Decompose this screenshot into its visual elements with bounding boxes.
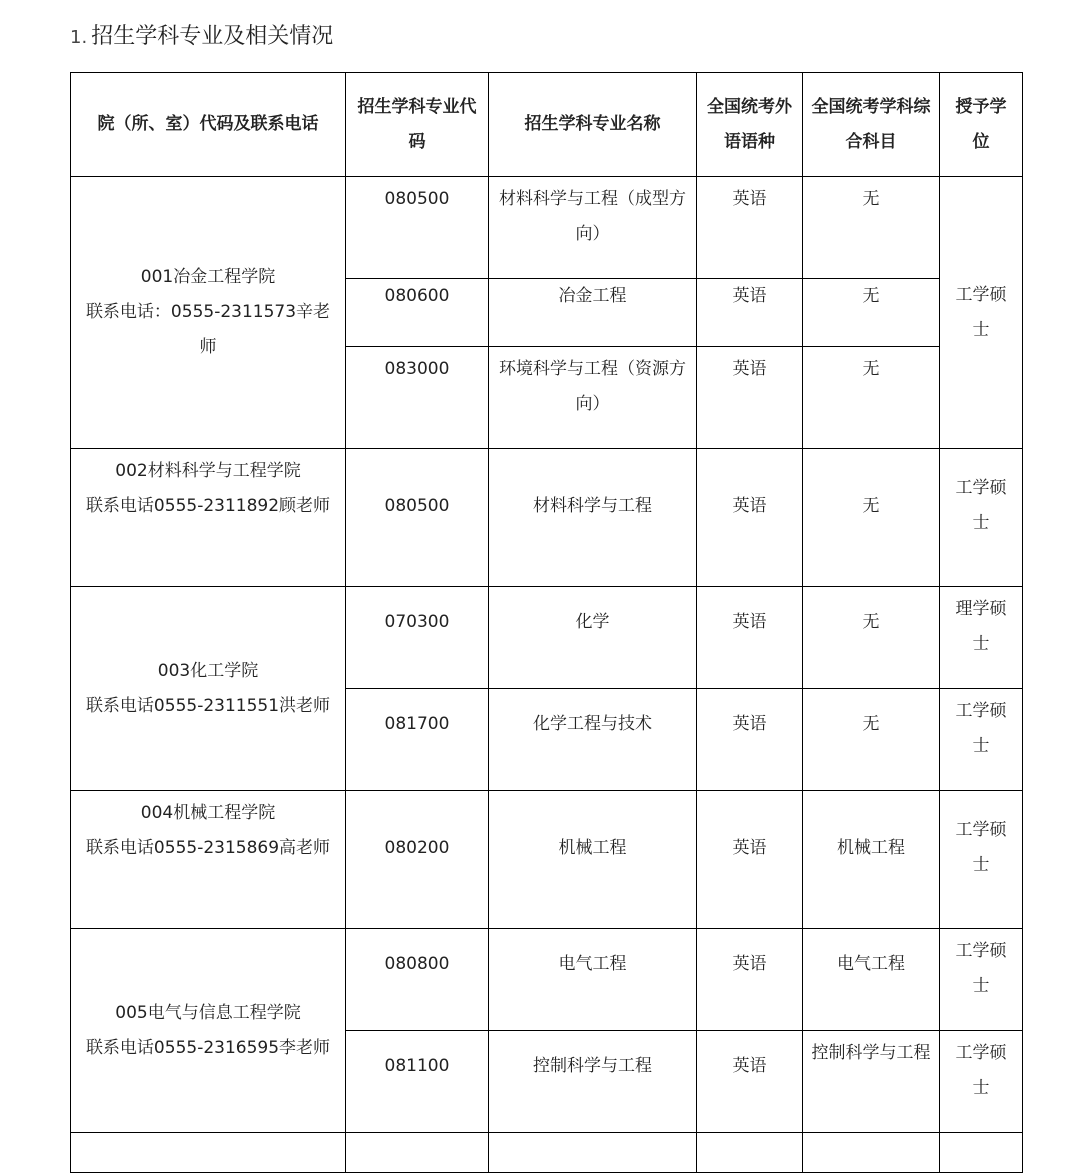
section-title: 招生学科专业及相关情况 (91, 24, 334, 49)
program-language: 英语 (697, 279, 803, 347)
program-degree: 工学硕士 (940, 791, 1023, 929)
program-subject: 无 (803, 449, 940, 587)
dept-cell (71, 929, 346, 1133)
dept-cell (71, 791, 346, 929)
program-subject: 控制科学与工程 (803, 1031, 940, 1133)
dept-contact: 联系电话0555-2311892顾老师 (85, 496, 331, 516)
program-language: 英语 (697, 1031, 803, 1133)
empty-cell (940, 1133, 1023, 1173)
dept-cell (71, 587, 346, 791)
program-name: 化学工程与技术 (489, 689, 697, 791)
dept-contact: 联系电话0555-2311551洪老师 (85, 695, 331, 716)
table-row (71, 177, 1023, 279)
program-subject: 无 (803, 587, 940, 689)
program-name: 控制科学与工程 (489, 1031, 697, 1133)
program-subject: 无 (803, 347, 940, 449)
program-degree: 工学硕士 (940, 177, 1023, 449)
program-degree: 工学硕士 (940, 689, 1023, 791)
program-subject: 电气工程 (803, 929, 940, 1031)
program-subject: 机械工程 (803, 791, 940, 929)
program-degree: 工学硕士 (940, 929, 1023, 1031)
dept-name: 001冶金工程学院 (140, 267, 276, 287)
program-subject: 无 (803, 279, 940, 347)
section-heading (70, 20, 333, 55)
program-code: 080800 (346, 929, 489, 1031)
program-degree: 工学硕士 (940, 449, 1023, 587)
program-code: 080600 (346, 279, 489, 347)
header-language: 全国统考外语语种 (697, 73, 803, 177)
program-code: 081700 (346, 689, 489, 791)
program-language: 英语 (697, 791, 803, 929)
header-subject: 全国统考学科综合科目 (803, 73, 940, 177)
program-subject: 无 (803, 177, 940, 279)
header-dept: 院（所、室）代码及联系电话 (71, 73, 346, 177)
program-code: 081100 (346, 1031, 489, 1133)
dept-contact: 联系电话：0555-2311573辛老师 (85, 302, 331, 357)
dept-name: 003化工学院 (157, 660, 259, 681)
program-language: 英语 (697, 177, 803, 279)
program-name: 机械工程 (489, 791, 697, 929)
table-row (71, 791, 1023, 929)
program-name: 电气工程 (489, 929, 697, 1031)
empty-cell (489, 1133, 697, 1173)
dept-cell (71, 449, 346, 587)
program-language: 英语 (697, 347, 803, 449)
header-row (71, 73, 1023, 177)
dept-contact: 联系电话0555-2315869高老师 (85, 838, 331, 858)
table-row (71, 449, 1023, 587)
dept-cell (71, 177, 346, 449)
program-code: 070300 (346, 587, 489, 689)
program-code: 080200 (346, 791, 489, 929)
table-row-partial (71, 1133, 1023, 1173)
program-name: 化学 (489, 587, 697, 689)
program-code: 080500 (346, 177, 489, 279)
admissions-table (70, 72, 1023, 1173)
program-degree: 理学硕士 (940, 587, 1023, 689)
program-degree: 工学硕士 (940, 1031, 1023, 1133)
dept-name: 002材料科学与工程学院 (115, 461, 301, 481)
dept-name: 004机械工程学院 (140, 803, 276, 823)
dept-name: 005电气与信息工程学院 (115, 1002, 301, 1023)
section-number: 1. (70, 27, 88, 48)
empty-cell (803, 1133, 940, 1173)
program-language: 英语 (697, 689, 803, 791)
empty-cell (71, 1133, 346, 1173)
table-row (71, 587, 1023, 689)
program-name: 冶金工程 (489, 279, 697, 347)
program-language: 英语 (697, 587, 803, 689)
header-program: 招生学科专业名称 (489, 73, 697, 177)
empty-cell (346, 1133, 489, 1173)
empty-cell (697, 1133, 803, 1173)
program-name: 材料科学与工程（成型方向） (489, 177, 697, 279)
header-code: 招生学科专业代码 (346, 73, 489, 177)
program-language: 英语 (697, 929, 803, 1031)
program-name: 材料科学与工程 (489, 449, 697, 587)
header-degree: 授予学位 (940, 73, 1023, 177)
table-row (71, 929, 1023, 1031)
program-code: 080500 (346, 449, 489, 587)
dept-contact: 联系电话0555-2316595李老师 (85, 1037, 331, 1058)
program-code: 083000 (346, 347, 489, 449)
program-language: 英语 (697, 449, 803, 587)
program-subject: 无 (803, 689, 940, 791)
program-name: 环境科学与工程（资源方向） (489, 347, 697, 449)
